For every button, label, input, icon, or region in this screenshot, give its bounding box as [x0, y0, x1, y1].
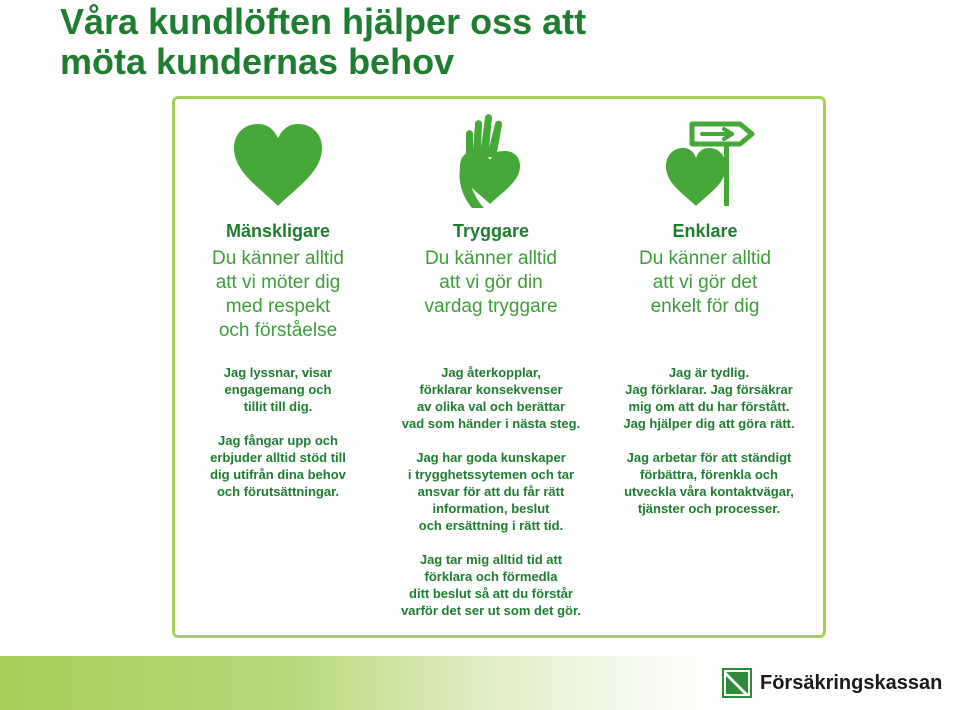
tagline-line: och förståelse [218, 320, 338, 341]
body-line: engagemang och [224, 382, 332, 397]
column-body-tryggare [371, 364, 611, 619]
body-paragraph [158, 364, 398, 415]
body-line: varför det ser ut som det gör. [401, 603, 581, 618]
tagline-line: Du känner alltid [211, 248, 345, 269]
body-paragraph [589, 449, 829, 517]
body-line: utveckla våra kontaktvägar, [624, 484, 794, 499]
tagline-line: Du känner alltid [424, 248, 558, 269]
body-paragraph [371, 364, 611, 432]
body-line: vad som händer i nästa steg. [401, 416, 581, 431]
body-paragraph [589, 364, 829, 432]
page-title-line-1: Våra kundlöften hjälper oss att [60, 1, 587, 42]
body-line: förklarar konsekvenser [419, 382, 563, 397]
body-paragraph [371, 449, 611, 534]
body-line: tjänster och processer. [637, 501, 781, 516]
column-tagline-manskligare [173, 247, 383, 343]
forsakringskassan-logo-icon [722, 668, 752, 698]
body-line: Jag förklarar. Jag försäkrar [625, 382, 793, 397]
hand-holding-heart-icon [452, 112, 528, 210]
column-heading-enklare: Enklare [672, 221, 738, 241]
body-line: i trygghetssytemen och tar [407, 467, 575, 482]
heart-signpost-icon [664, 118, 760, 210]
page-title-line-2: möta kundernas behov [60, 41, 455, 82]
body-line: och ersättning i rätt tid. [418, 518, 564, 533]
tagline-line: enkelt för dig [650, 296, 760, 317]
logo-wordmark: Försäkringskassan [760, 672, 943, 694]
body-line: Jag fångar upp och [218, 433, 338, 448]
tagline-line: Du känner alltid [638, 248, 772, 269]
page-title [60, 2, 760, 82]
body-line: Jag har goda kunskaper [416, 450, 566, 465]
body-line: Jag tar mig alltid tid att [419, 552, 563, 567]
column-tagline-enklare [600, 247, 810, 319]
column-tagline-tryggare [386, 247, 596, 319]
body-line: förklara och förmedla [424, 569, 558, 584]
body-line: Jag lyssnar, visar [223, 365, 333, 380]
body-line: mig om att du har förstått. [628, 399, 790, 414]
tagline-line: att vi gör det [652, 272, 758, 293]
tagline-line: med respekt [225, 296, 331, 317]
body-paragraph [158, 432, 398, 500]
tagline-line: att vi möter dig [215, 272, 341, 293]
body-line: Jag är tydlig. [668, 365, 750, 380]
tagline-line: vardag tryggare [424, 296, 558, 317]
body-line: tillit till dig. [243, 399, 313, 414]
body-line: dig utifrån dina behov [210, 467, 346, 482]
heart-icon [230, 122, 326, 208]
tagline-line: att vi gör din [439, 272, 543, 293]
body-paragraph [371, 551, 611, 619]
body-line: och förutsättningar. [216, 484, 340, 499]
body-line: Jag arbetar för att ständigt [626, 450, 792, 465]
body-line: förbättra, förenkla och [640, 467, 778, 482]
body-line: ansvar för att du får rätt [417, 484, 565, 499]
body-line: erbjuder alltid stöd till [210, 450, 346, 465]
body-line: Jag hjälper dig att göra rätt. [623, 416, 795, 431]
body-line: ditt beslut så att du förstår [409, 586, 573, 601]
column-body-manskligare [158, 364, 398, 500]
column-body-enklare [589, 364, 829, 517]
body-line: av olika val och berättar [416, 399, 566, 414]
column-heading-tryggare: Tryggare [452, 221, 530, 241]
body-line: information, beslut [432, 501, 550, 516]
footer-gradient-bar [0, 656, 720, 710]
body-line: Jag återkopplar, [441, 365, 541, 380]
column-heading-manskligare: Mänskligare [225, 221, 331, 241]
